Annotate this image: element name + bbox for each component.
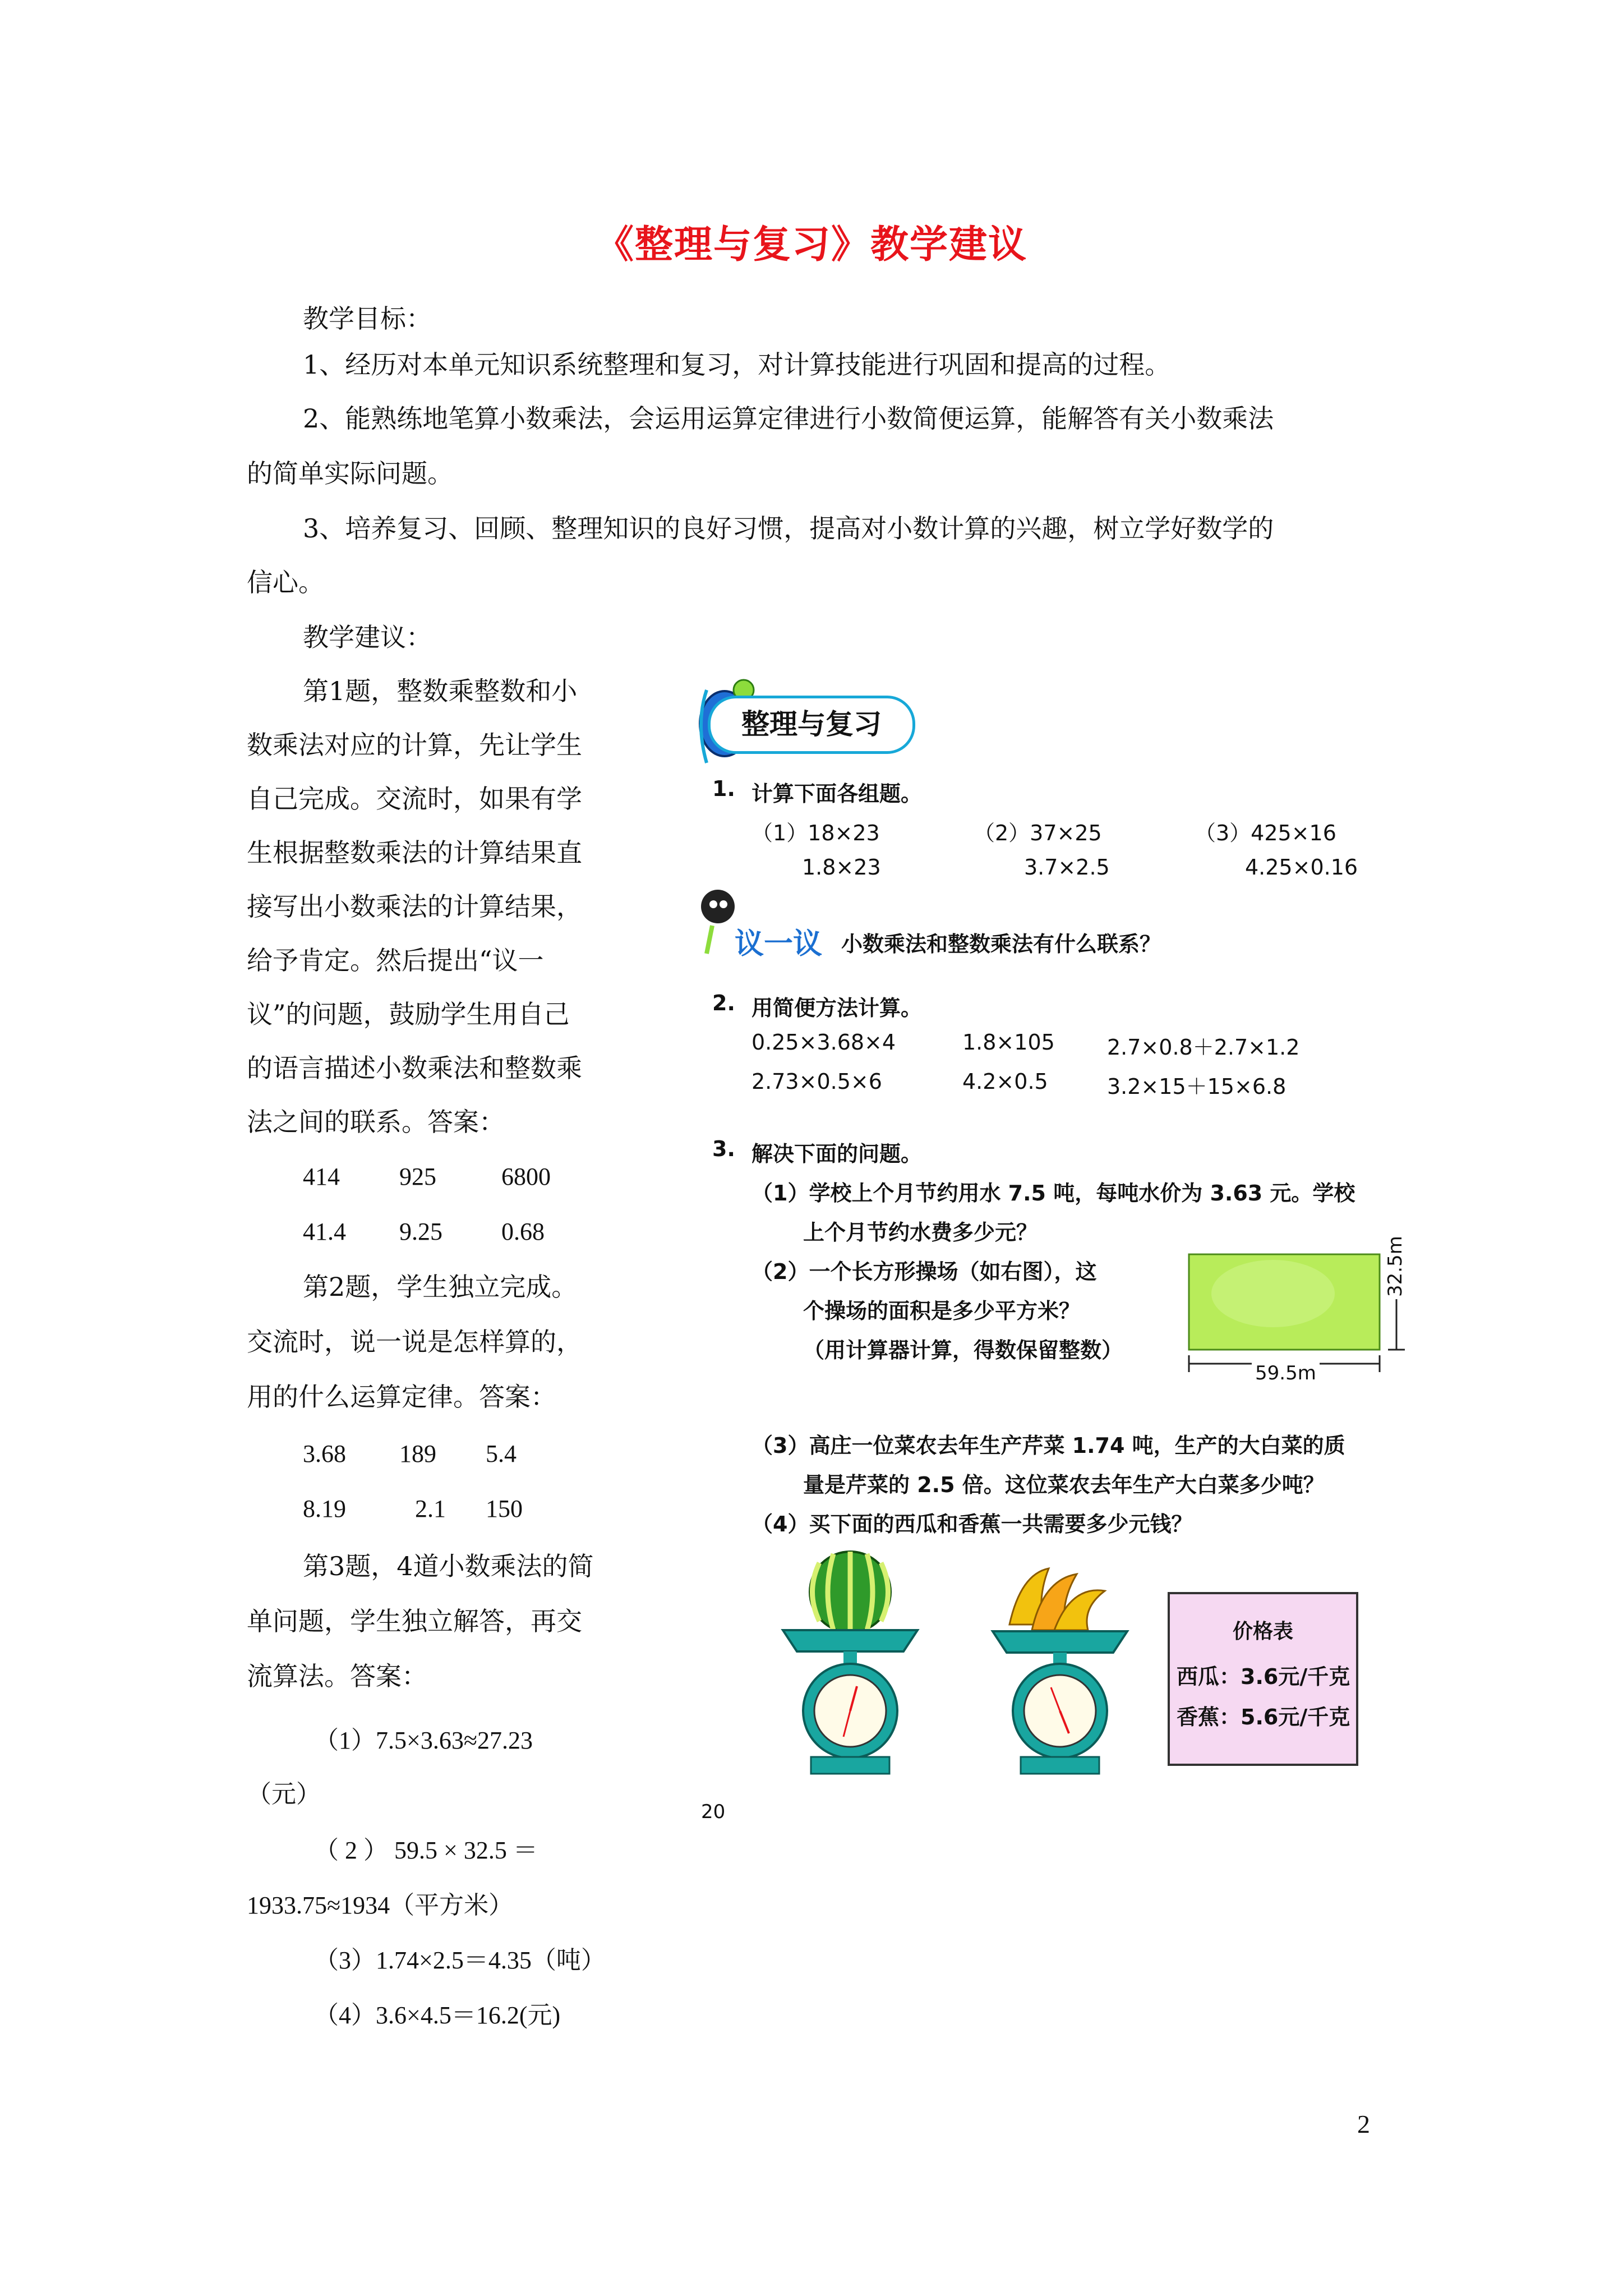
p2-item: 2.7×0.8＋2.7×1.2 — [1107, 1035, 1300, 1060]
p1-item: 1.8×23 — [802, 855, 881, 880]
discuss-text: 小数乘法和整数乘法有什么联系？ — [841, 932, 1161, 956]
q1-answer: 41.4 — [303, 1218, 346, 1245]
p1-title: 计算下面各组题。 — [751, 781, 923, 806]
p2-title: 用简便方法计算。 — [751, 996, 923, 1020]
price-banana: 香蕉：5.6元/千克 — [1177, 1705, 1350, 1729]
q1-line: 第1题，整数乘整数和小 — [303, 676, 578, 706]
p3-2-line-1: （2）一个长方形操场（如右图），这 — [751, 1259, 1097, 1284]
suggest-heading: 教学建议： — [303, 622, 432, 652]
q2-answer: 3.68 — [303, 1440, 346, 1467]
p2-item: 4.2×0.5 — [962, 1069, 1048, 1094]
p2-number: 2. — [712, 991, 735, 1015]
watermelon-scale-icon — [777, 1546, 929, 1782]
p3-number: 3. — [712, 1137, 735, 1161]
page-number: 2 — [1357, 2110, 1370, 2138]
p2-item: 2.73×0.5×6 — [751, 1069, 882, 1094]
field-height-label: 32.5m — [1384, 1234, 1407, 1299]
q2-answer: 150 — [486, 1495, 523, 1522]
discuss-label: 议一议 — [735, 927, 823, 961]
q2-answer: 8.19 — [303, 1495, 346, 1522]
q1-line: 数乘法对应的计算，先让学生 — [247, 730, 582, 760]
p3-2-line-3: （用计算器计算，得数保留整数） — [803, 1338, 1123, 1363]
q1-line: 议”的问题，鼓励学生用自己 — [247, 999, 570, 1029]
q1-line: 的语言描述小数乘法和整数乘 — [247, 1053, 582, 1083]
q1-answer: 0.68 — [501, 1218, 545, 1245]
review-section-tab: 整理与复习 — [708, 696, 915, 754]
q3-answer-4: （4）3.6×4.5＝16.2(元) — [314, 2001, 561, 2029]
q1-answer: 6800 — [501, 1163, 551, 1190]
discuss-mascot-icon — [695, 881, 740, 959]
q2-answer: 5.4 — [486, 1440, 517, 1467]
p3-3-line-2: 量是芹菜的 2.5 倍。这位菜农去年生产大白菜多少吨？ — [803, 1473, 1325, 1497]
banana-scale-icon — [987, 1563, 1133, 1782]
price-watermelon: 西瓜：3.6元/千克 — [1177, 1664, 1350, 1689]
q1-answer: 414 — [303, 1163, 340, 1190]
q3-line: 单问题，学生独立解答，再交 — [247, 1606, 582, 1636]
goal-1: 1、经历对本单元知识系统整理和复习，对计算技能进行巩固和提高的过程。 — [303, 349, 1171, 380]
p1-item: 3.7×2.5 — [1024, 855, 1110, 880]
q3-answer-1-unit: （元） — [247, 1780, 321, 1808]
q2-answer: 2.1 — [415, 1495, 446, 1522]
goals-heading: 教学目标： — [303, 303, 432, 334]
q3-answer-2: （ 2 ） 59.5 × 32.5 ＝ — [314, 1837, 538, 1864]
q2-answer: 189 — [399, 1440, 436, 1467]
q3-answer-2-cont: 1933.75≈1934（平方米） — [247, 1892, 514, 1919]
p3-1-line-2: 上个月节约水费多少元？ — [803, 1220, 1038, 1245]
goal-2-line-2: 的简单实际问题。 — [247, 458, 453, 489]
q2-line: 用的什么运算定律。答案： — [247, 1382, 556, 1412]
textbook-page-number: 20 — [701, 1801, 726, 1823]
goal-2-line-1: 2、能熟练地笔算小数乘法，会运用运算定律进行小数简便运算，能解答有关小数乘法 — [303, 403, 1274, 434]
q3-answer-3: （3）1.74×2.5＝4.35（吨） — [314, 1947, 606, 1974]
field-width-label: 59.5m — [1252, 1362, 1320, 1384]
q2-line: 交流时，说一说是怎样算的， — [247, 1327, 582, 1357]
q1-answer: 9.25 — [399, 1218, 442, 1245]
p1-item: 4.25×0.16 — [1245, 855, 1358, 880]
p2-item: 0.25×3.68×4 — [751, 1030, 896, 1055]
q1-line: 自己完成。交流时，如果有学 — [247, 784, 582, 814]
q1-line: 给予肯定。然后提出“议一 — [247, 945, 544, 976]
p3-title: 解决下面的问题。 — [751, 1142, 923, 1166]
q1-line: 生根据整数乘法的计算结果直 — [247, 838, 582, 868]
q3-line: 第3题，4道小数乘法的简 — [303, 1551, 594, 1581]
price-table-title: 价格表 — [1232, 1620, 1293, 1643]
goal-3-line-1: 3、培养复习、回顾、整理知识的良好习惯，提高对小数计算的兴趣，树立学好数学的 — [303, 513, 1274, 544]
p3-3-line-1: （3）高庄一位菜农去年生产芹菜 1.74 吨，生产的大白菜的质 — [751, 1433, 1345, 1458]
q3-line: 流算法。答案： — [247, 1661, 427, 1691]
p2-item: 3.2×15＋15×6.8 — [1107, 1074, 1287, 1099]
q1-line: 法之间的联系。答案： — [247, 1107, 505, 1137]
q1-line: 接写出小数乘法的计算结果， — [247, 891, 582, 922]
page-title: 《整理与复习》教学建议 — [595, 223, 1027, 267]
q2-line: 第2题，学生独立完成。 — [303, 1272, 578, 1302]
price-table-card — [1168, 1592, 1358, 1766]
q3-answer-1: （1）7.5×3.63≈27.23 — [314, 1727, 533, 1754]
p2-item: 1.8×105 — [962, 1030, 1055, 1055]
p1-item: （3）425×16 — [1195, 821, 1336, 845]
q1-answer: 925 — [399, 1163, 436, 1190]
p3-1-line-1: （1）学校上个月节约用水 7.5 吨，每吨水价为 3.63 元。学校 — [751, 1181, 1355, 1205]
p3-2-line-2: 个操场的面积是多少平方米？ — [803, 1299, 1081, 1323]
p1-number: 1. — [712, 776, 735, 801]
p1-item: （2）37×25 — [974, 821, 1102, 845]
p1-item: （1）18×23 — [751, 821, 880, 845]
goal-3-line-2: 信心。 — [247, 567, 324, 597]
p3-4: （4）买下面的西瓜和香蕉一共需要多少元钱？ — [751, 1512, 1193, 1536]
